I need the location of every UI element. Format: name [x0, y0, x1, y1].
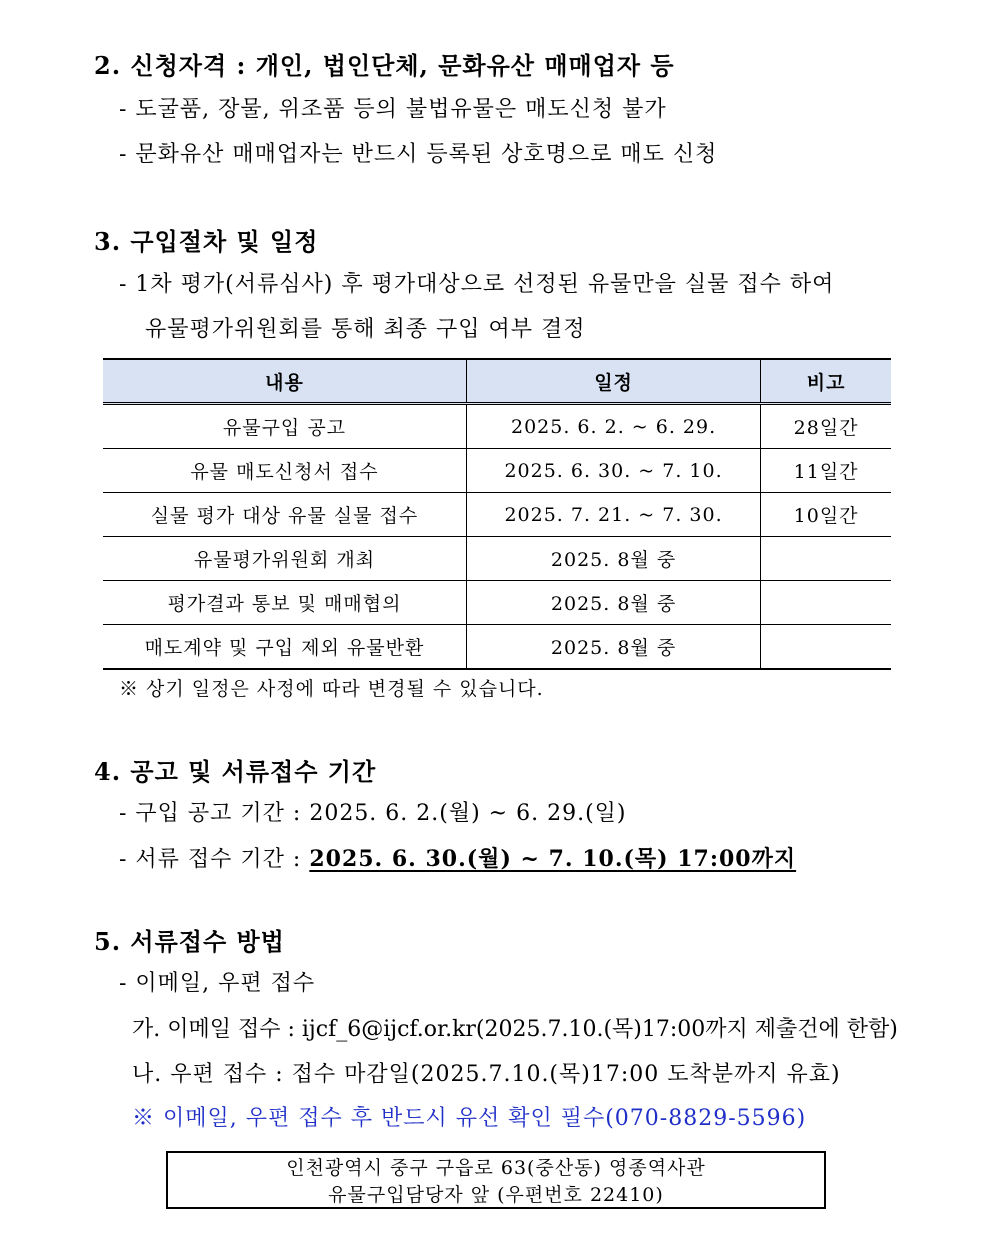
row-remarks: 11일간	[761, 449, 891, 493]
row-remarks	[761, 581, 891, 625]
section-2-heading: 2. 신청자격 : 개인, 법인단체, 문화유산 매매업자 등	[94, 51, 675, 80]
row-schedule: 2025. 8월 중	[466, 625, 760, 670]
row-content: 유물구입 공고	[103, 404, 466, 449]
row-remarks: 28일간	[761, 404, 891, 449]
col-header-content: 내용	[103, 359, 466, 404]
row-schedule: 2025. 8월 중	[466, 581, 760, 625]
notice-period: - 구입 공고 기간 : 2025. 6. 2.(월) ~ 6. 29.(일)	[119, 801, 627, 826]
row-schedule: 2025. 6. 30. ~ 7. 10.	[466, 449, 760, 493]
section-3-heading: 3. 구입절차 및 일정	[94, 227, 319, 256]
table-header-row	[103, 359, 891, 404]
section-2-item-1: - 도굴품, 장물, 위조품 등의 불법유물은 매도신청 불가	[119, 97, 667, 122]
phone-confirm-notice: ※ 이메일, 우편 접수 후 반드시 유선 확인 필수(070-8829-5596)	[132, 1106, 807, 1131]
schedule-note: ※ 상기 일정은 사정에 따라 변경될 수 있습니다.	[119, 678, 544, 700]
table-row	[103, 625, 891, 670]
col-header-remarks: 비고	[761, 359, 891, 404]
schedule-table	[103, 358, 891, 670]
address-box	[166, 1151, 826, 1209]
row-schedule: 2025. 6. 2. ~ 6. 29.	[466, 404, 760, 449]
row-schedule: 2025. 7. 21. ~ 7. 30.	[466, 493, 760, 537]
submission-period	[119, 842, 796, 873]
submission-period-label: - 서류 접수 기간 :	[119, 847, 310, 872]
section-3-desc-line-2: 유물평가위원회를 통해 최종 구입 여부 결정	[145, 317, 586, 342]
table-row	[103, 581, 891, 625]
row-schedule: 2025. 8월 중	[466, 537, 760, 581]
row-remarks	[761, 537, 891, 581]
row-content: 실물 평가 대상 유물 실물 접수	[103, 493, 466, 537]
submission-period-value: 2025. 6. 30.(월) ~ 7. 10.(목) 17:00까지	[309, 846, 797, 872]
table-row	[103, 449, 891, 493]
address-line-2: 유물구입담당자 앞 (우편번호 22410)	[328, 1184, 664, 1206]
section-3-desc-line-1: - 1차 평가(서류심사) 후 평가대상으로 선정된 유물만을 실물 접수 하여	[119, 272, 835, 297]
table-row	[103, 493, 891, 537]
section-2-item-2: - 문화유산 매매업자는 반드시 등록된 상호명으로 매도 신청	[119, 142, 718, 167]
row-content: 유물 매도신청서 접수	[103, 449, 466, 493]
postal-submission: 나. 우편 접수 : 접수 마감일(2025.7.10.(목)17:00 도착분까지 유효)	[132, 1062, 841, 1087]
table-row	[103, 537, 891, 581]
row-remarks: 10일간	[761, 493, 891, 537]
row-content: 평가결과 통보 및 매매협의	[103, 581, 466, 625]
row-remarks	[761, 625, 891, 670]
submission-method: - 이메일, 우편 접수	[119, 971, 316, 996]
row-content: 매도계약 및 구입 제외 유물반환	[103, 625, 466, 670]
row-content: 유물평가위원회 개최	[103, 537, 466, 581]
email-submission: 가. 이메일 접수 : ijcf_6@ijcf.or.kr(2025.7.10.(목)17:00까지 제출건에 한함)	[132, 1017, 898, 1042]
table-row	[103, 404, 891, 449]
address-line-1: 인천광역시 중구 구읍로 63(중산동) 영종역사관	[286, 1157, 706, 1179]
section-4-heading: 4. 공고 및 서류접수 기간	[94, 757, 377, 786]
section-5-heading: 5. 서류접수 방법	[94, 927, 285, 956]
col-header-schedule: 일정	[466, 359, 760, 404]
